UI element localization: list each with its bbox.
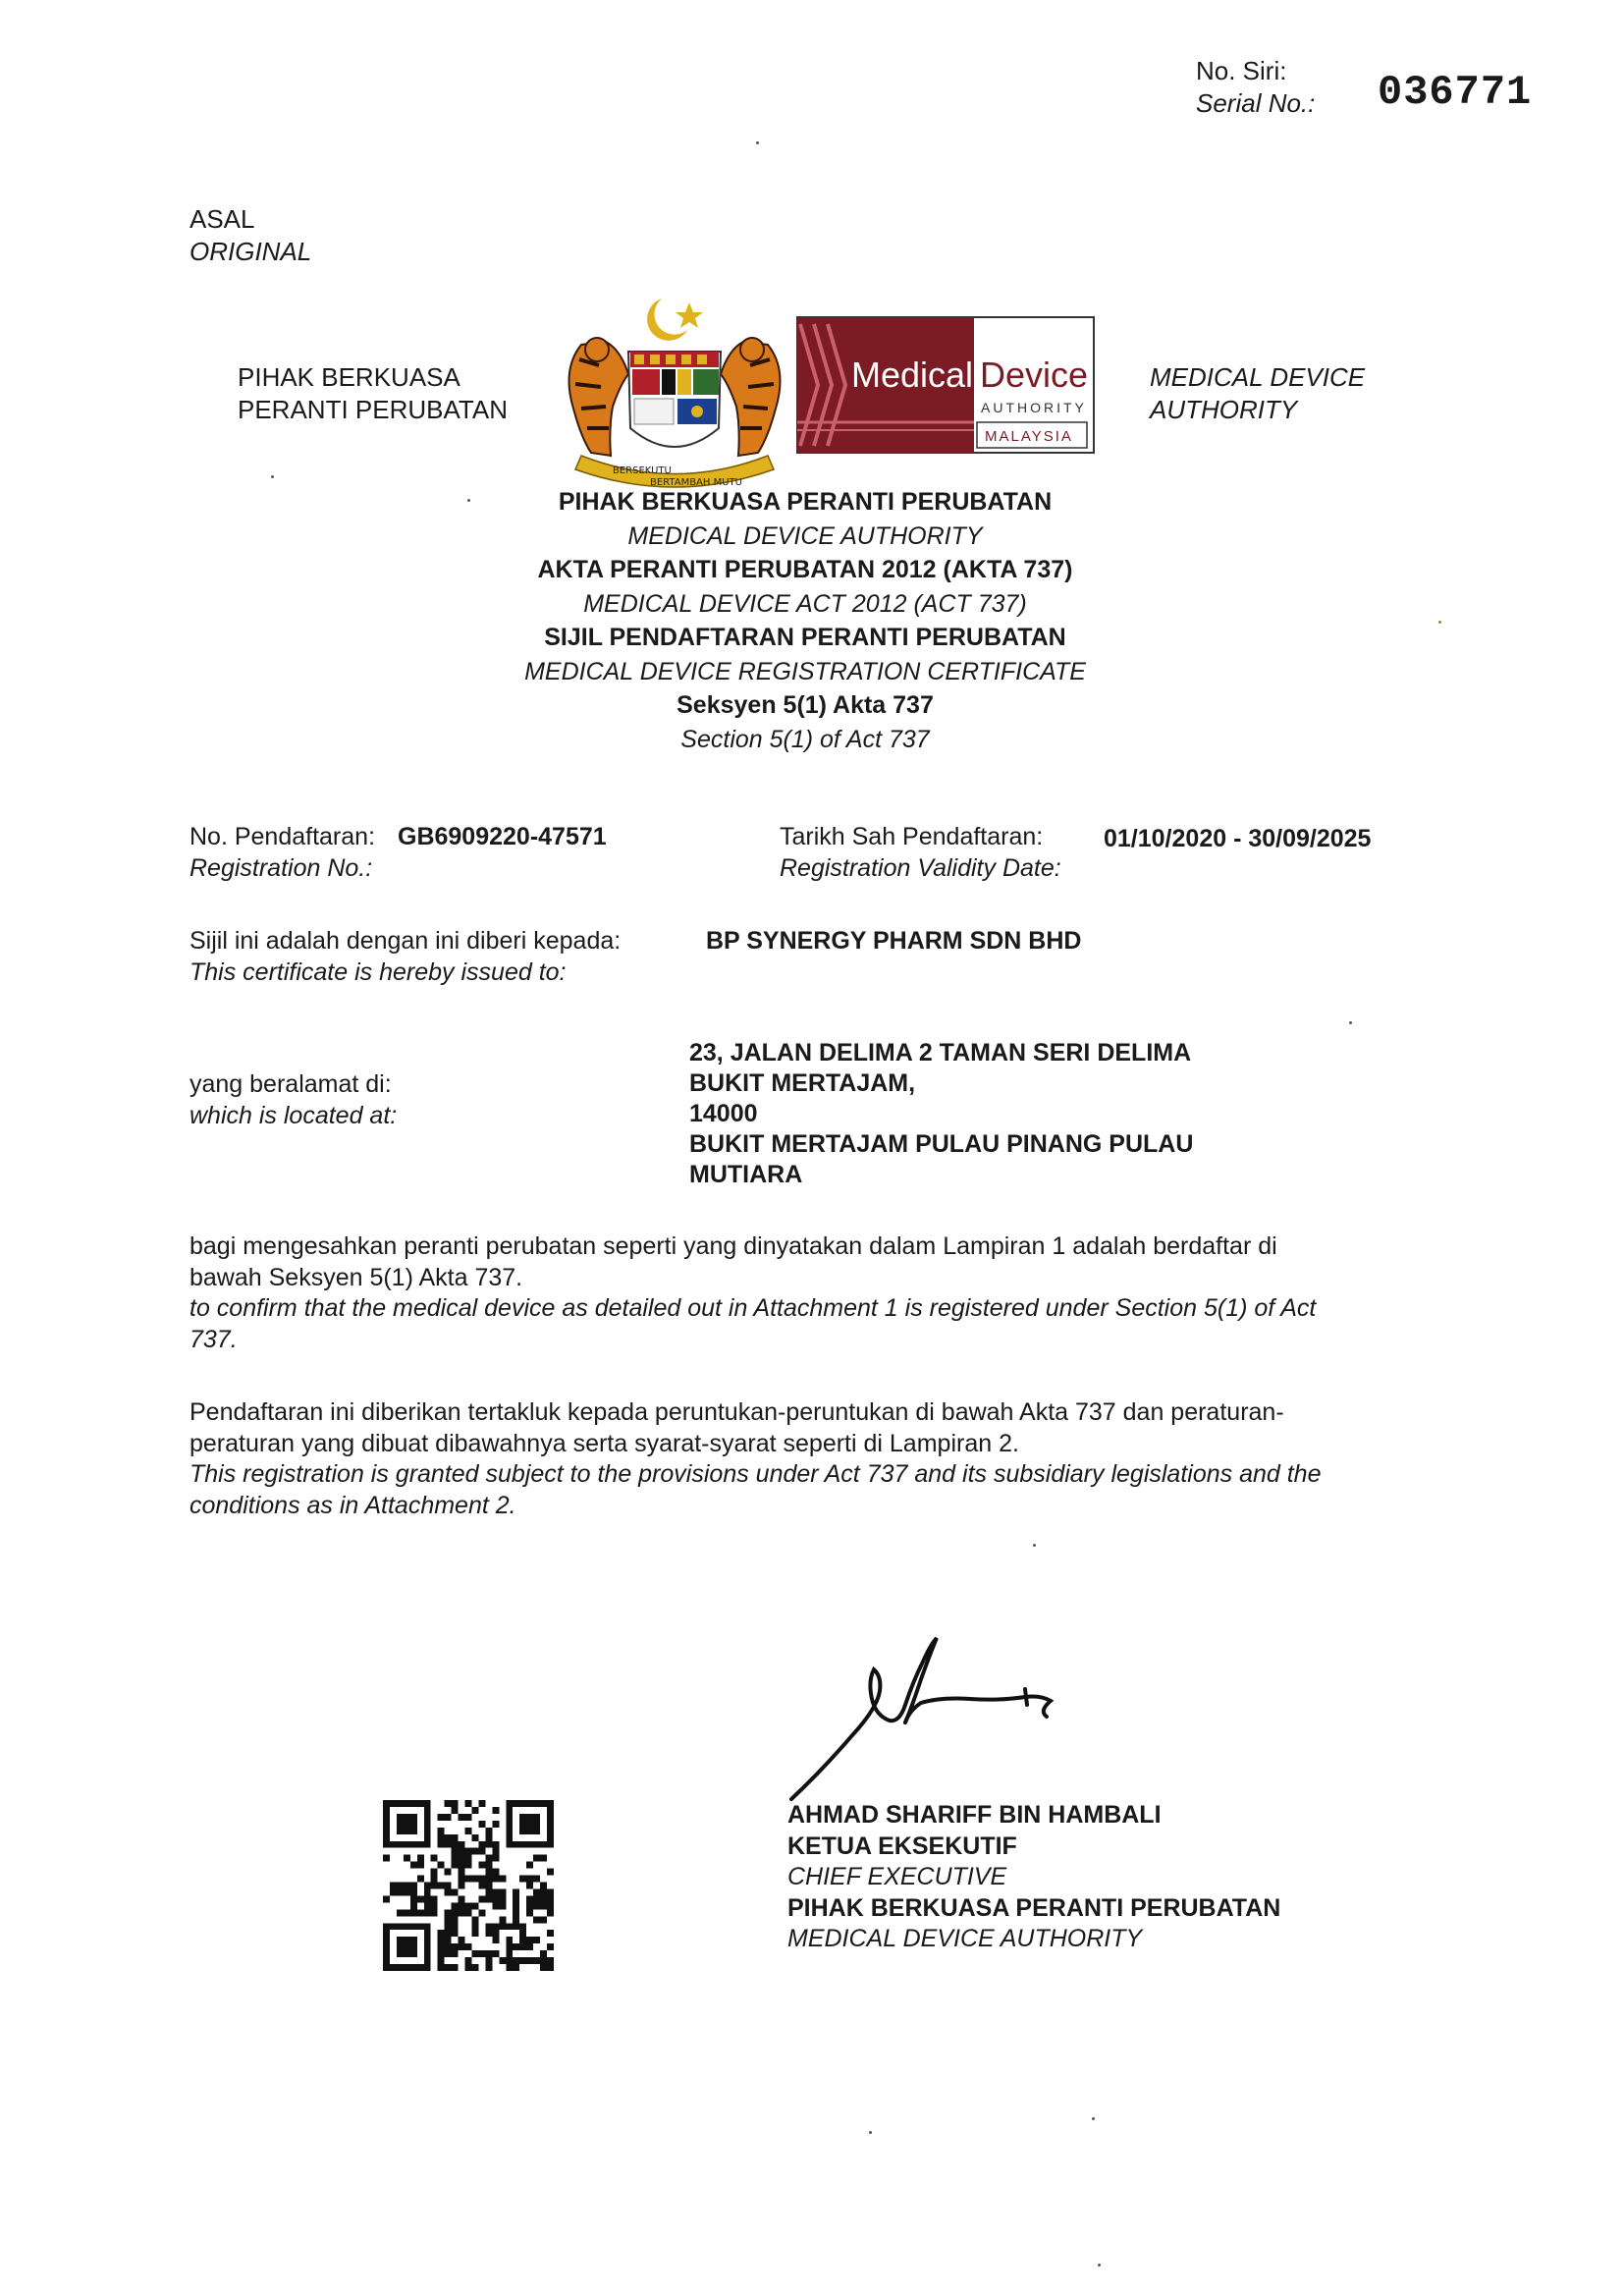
copy-type-ms: ASAL xyxy=(189,204,255,234)
serial-label-ms: No. Siri: xyxy=(1196,56,1287,85)
registration-number: GB6909220-47571 xyxy=(398,823,607,850)
authority-name-ms xyxy=(238,361,508,426)
signatory-org-en: MEDICAL DEVICE AUTHORITY xyxy=(787,1925,1143,1952)
issued-to-label-en: This certificate is hereby issued to: xyxy=(189,958,567,986)
handwritten-signature xyxy=(784,1622,1078,1809)
validity-label-ms: Tarikh Sah Pendaftaran: xyxy=(780,823,1044,850)
signatory-block xyxy=(787,1800,1280,1955)
heading-section-en: Section 5(1) of Act 737 xyxy=(680,725,930,753)
para2-ms-line2: peraturan yang dibuat dibawahnya serta syarat-syarat seperti di Lampiran 2. xyxy=(189,1429,1019,1457)
company-name: BP SYNERGY PHARM SDN BHD xyxy=(706,927,1082,955)
coat-of-arms-icon xyxy=(552,291,797,497)
scan-speck xyxy=(1438,621,1441,624)
address-line: BUKIT MERTAJAM PULAU PINANG PULAU xyxy=(689,1130,1194,1158)
para1-ms-line1: bagi mengesahkan peranti perubatan seperti yang dinyatakan dalam Lampiran 1 adalah berdaftar di xyxy=(189,1232,1277,1260)
address-line: 14000 xyxy=(689,1100,758,1127)
address-label-ms: yang beralamat di: xyxy=(189,1070,392,1098)
heading-certificate-ms: SIJIL PENDAFTARAN PERANTI PERUBATAN xyxy=(544,624,1066,651)
address-label-en: which is located at: xyxy=(189,1102,398,1129)
registration-label-ms: No. Pendaftaran: xyxy=(189,823,376,850)
validity-label-en: Registration Validity Date: xyxy=(780,854,1061,882)
scan-speck xyxy=(1033,1544,1036,1547)
issued-to-label-ms: Sijil ini adalah dengan ini diberi kepada: xyxy=(189,927,622,955)
mda-logo xyxy=(796,316,1095,454)
registration-label-en: Registration No.: xyxy=(189,854,373,882)
serial-label xyxy=(1196,55,1315,120)
qr-code-icon xyxy=(383,1800,554,1971)
scan-speck xyxy=(1349,1021,1352,1024)
logo-word-device: Device xyxy=(980,355,1089,395)
validity-dates: 01/10/2020 - 30/09/2025 xyxy=(1104,825,1372,852)
heading-act-ms: AKTA PERANTI PERUBATAN 2012 (AKTA 737) xyxy=(537,556,1073,583)
logo-word-authority: AUTHORITY xyxy=(981,400,1087,415)
para1-en-line1: to confirm that the medical device as detailed out in Attachment 1 is registered under Section 5(1) of Act xyxy=(189,1294,1317,1322)
authority-right-line2: AUTHORITY xyxy=(1150,395,1298,424)
issued-to-label xyxy=(189,925,621,988)
serial-label-en: Serial No.: xyxy=(1196,88,1316,118)
authority-left-line2: PERANTI PERUBATAN xyxy=(238,395,508,424)
company-address xyxy=(689,1038,1193,1190)
signatory-title-en: CHIEF EXECUTIVE xyxy=(787,1863,1007,1890)
logo-word-malaysia: MALAYSIA xyxy=(985,428,1073,445)
para1-ms-line2: bawah Seksyen 5(1) Akta 737. xyxy=(189,1263,523,1291)
authority-right-line1: MEDICAL DEVICE xyxy=(1150,362,1366,392)
authority-name-en xyxy=(1150,361,1365,426)
scan-speck xyxy=(756,141,759,144)
signatory-title-ms: KETUA EKSEKUTIF xyxy=(787,1831,1017,1860)
copy-type-en: ORIGINAL xyxy=(189,237,312,266)
address-line: BUKIT MERTAJAM, xyxy=(689,1069,916,1097)
scan-speck xyxy=(869,2131,872,2134)
validity-label xyxy=(780,821,1061,884)
heading-certificate-en: MEDICAL DEVICE REGISTRATION CERTIFICATE xyxy=(524,657,1086,685)
scan-speck xyxy=(467,499,470,502)
para2-ms-line1: Pendaftaran ini diberikan tertakluk kepada peruntukan-peruntukan di bawah Akta 737 dan peraturan- xyxy=(189,1398,1284,1426)
address-label xyxy=(189,1068,397,1131)
address-line: 23, JALAN DELIMA 2 TAMAN SERI DELIMA xyxy=(689,1039,1192,1066)
para2-en-line1: This registration is granted subject to the provisions under Act 737 and its subsidiary legislations and the xyxy=(189,1460,1322,1488)
signatory-org-ms: PIHAK BERKUASA PERANTI PERUBATAN xyxy=(787,1893,1281,1922)
heading-authority-ms: PIHAK BERKUASA PERANTI PERUBATAN xyxy=(558,488,1053,516)
scan-speck xyxy=(271,475,274,478)
authority-left-line1: PIHAK BERKUASA xyxy=(238,362,460,392)
logo-word-medical: Medical xyxy=(851,355,974,395)
para1-en-line2: 737. xyxy=(189,1325,238,1353)
heading-section-ms: Seksyen 5(1) Akta 737 xyxy=(677,691,934,719)
scan-speck xyxy=(1098,2264,1101,2267)
serial-number: 036771 xyxy=(1378,69,1533,116)
registration-number-label xyxy=(189,821,375,884)
crest-motto-left: BERSEKUTU xyxy=(613,465,672,476)
heading-act-en: MEDICAL DEVICE ACT 2012 (ACT 737) xyxy=(583,589,1027,618)
scan-speck xyxy=(1092,2117,1095,2120)
copy-type xyxy=(189,203,311,268)
para2-en-line2: conditions as in Attachment 2. xyxy=(189,1491,516,1519)
crest-motto-center: BERTAMBAH MUTU xyxy=(650,477,742,488)
signatory-name: AHMAD SHARIFF BIN HAMBALI xyxy=(787,1801,1162,1829)
certificate-heading xyxy=(437,485,1173,756)
confirmation-paragraph xyxy=(189,1231,1407,1355)
address-line: MUTIARA xyxy=(689,1161,803,1188)
conditions-paragraph xyxy=(189,1397,1427,1521)
heading-authority-en: MEDICAL DEVICE AUTHORITY xyxy=(627,521,983,550)
